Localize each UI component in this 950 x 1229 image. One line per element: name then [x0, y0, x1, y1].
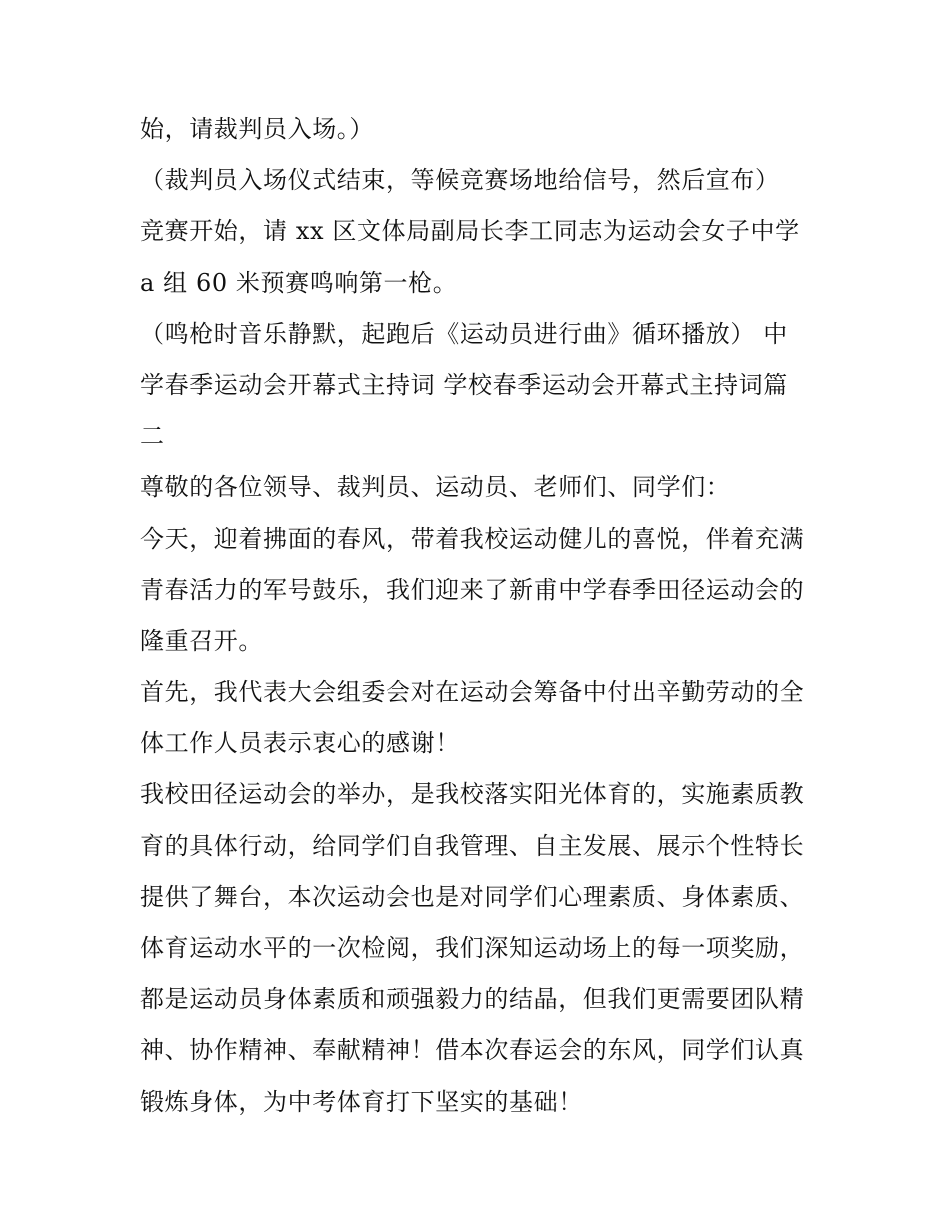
text-line: a 组 60 米预赛鸣响第一枪。	[140, 268, 458, 297]
text-line: 育的具体行动，给同学们自我管理、自主发展、展示个性特长	[140, 831, 805, 860]
text-line: 首先，我代表大会组委会对在运动会筹备中付出辛勤劳动的全	[140, 678, 805, 707]
text-line: （鸣枪时音乐静默，起跑后《运动员进行曲》循环播放） 中	[140, 319, 788, 348]
text-line: 尊敬的各位领导、裁判员、运动员、老师们、同学们：	[140, 473, 731, 502]
text-line: 都是运动员身体素质和顽强毅力的结晶，但我们更需要团队精	[140, 985, 805, 1014]
text-line: 体育运动水平的一次检阅，我们深知运动场上的每一项奖励，	[140, 934, 805, 962]
text-line: 隆重召开。	[140, 626, 263, 655]
text-line: 青春活力的军号鼓乐，我们迎来了新甫中学春季田径运动会的	[140, 575, 805, 604]
text-line: 锻炼身体，为中考体育打下坚实的基础！	[140, 1087, 583, 1116]
text-line: 竞赛开始，请 xx 区文体局副局长李工同志为运动会女子中学	[140, 217, 800, 246]
text-line: 学春季运动会开幕式主持词 学校春季运动会开幕式主持词篇	[140, 370, 788, 399]
text-line: 我校田径运动会的举办，是我校落实阳光体育的，实施素质教	[140, 780, 805, 809]
text-line: 今天，迎着拂面的春风，带着我校运动健儿的喜悦，伴着充满	[140, 524, 805, 553]
document-body	[140, 104, 820, 1128]
text-line: 体工作人员表示衷心的感谢！	[140, 729, 460, 758]
text-line: （裁判员入场仪式结束，等候竞赛场地给信号，然后宣布）	[140, 166, 780, 195]
text-line: 二	[140, 422, 165, 451]
text-line: 神、协作精神、奉献精神！借本次春运会的东风，同学们认真	[140, 1036, 805, 1065]
text-line: 提供了舞台，本次运动会也是对同学们心理素质、身体素质、	[140, 882, 805, 911]
text-line: 始，请裁判员入场。）	[140, 115, 374, 143]
